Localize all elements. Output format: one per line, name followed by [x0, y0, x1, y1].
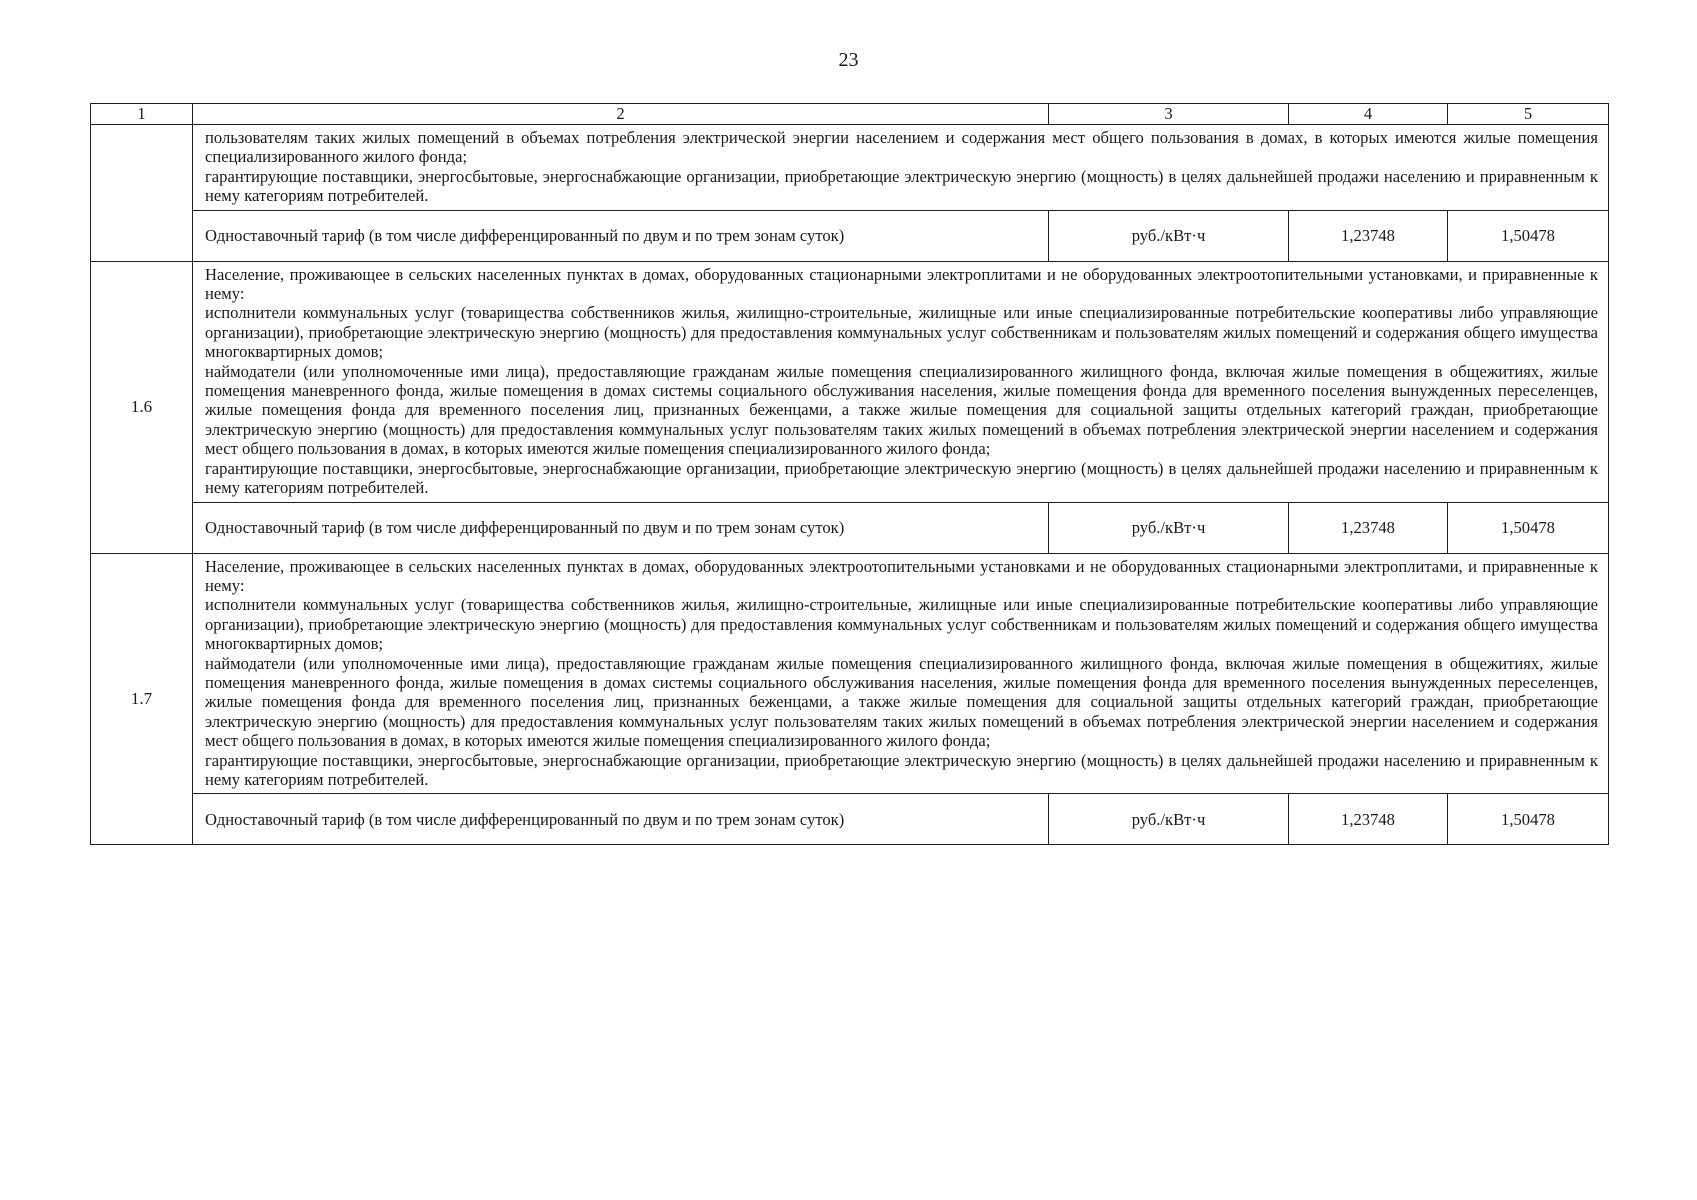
row-number: 1.6 — [91, 261, 193, 553]
tariff-value-1: 1,23748 — [1289, 794, 1448, 845]
tariff-value-1: 1,23748 — [1289, 502, 1448, 553]
column-header: 3 — [1049, 104, 1289, 125]
row-number-cell — [91, 125, 193, 262]
tariff-value-1: 1,23748 — [1289, 210, 1448, 261]
description-paragraph: гарантирующие поставщики, энергосбытовые, энергоснабжающие организации, приобретающие электрическую энергию (мощность) в целях дальнейшей продажи населению и приравненным к нему категориям потребителей. — [205, 166, 1598, 206]
tariff-label: Одноставочный тариф (в том числе дифференцированный по двум и по трем зонам суток) — [193, 794, 1049, 845]
tariff-row — [91, 210, 1609, 261]
table-row — [91, 261, 1609, 502]
tariff-value-2: 1,50478 — [1448, 210, 1609, 261]
tariff-unit: руб./кВт·ч — [1049, 502, 1289, 553]
description-paragraph: гарантирующие поставщики, энергосбытовые, энергоснабжающие организации, приобретающие электрическую энергию (мощность) в целях дальнейшей продажи населению и приравненным к нему категориям потребителей. — [205, 750, 1598, 789]
table-row — [91, 553, 1609, 794]
row-number: 1.7 — [91, 553, 193, 845]
tariff-unit: руб./кВт·ч — [1049, 210, 1289, 261]
description-paragraph: исполнители коммунальных услуг (товарищества собственников жилья, жилищно-строительные, жилищные или иные специализированные потребительские кооперативы либо управляющие организации), приобретающие электрическую энергию (мощность) для предоставления коммунальных услуг собственникам и пользователям жилых помещений и содержания общего имущества многоквартирных домов; — [205, 595, 1598, 654]
column-header: 5 — [1448, 104, 1609, 125]
row-description — [193, 125, 1609, 211]
table-header-row — [91, 104, 1609, 125]
description-paragraph: пользователям таких жилых помещений в объемах потребления электрической энергии населением и содержания мест общего пользования в домах, в которых имеются жилые помещения специализированного жилого фонда; — [205, 128, 1598, 167]
tariff-table — [90, 103, 1609, 845]
column-header: 4 — [1289, 104, 1448, 125]
row-description — [193, 261, 1609, 502]
description-paragraph: Население, проживающее в сельских населенных пунктах в домах, оборудованных электроотопительными установками и не оборудованных стационарными электроплитами, и приравненные к нему: — [205, 556, 1598, 595]
tariff-row — [91, 794, 1609, 845]
description-paragraph: наймодатели (или уполномоченные ими лица), предоставляющие гражданам жилые помещения специализированного жилищного фонда, включая жилые помещения в общежитиях, жилые помещения маневренного фонда, жилые помещения в домах системы социального обслуживания населения, жилые помещения фонда для временного поселения вынужденных переселенцев, жилые помещения фонда для временного поселения лиц, признанных беженцами, а также жилые помещения для социальной защиты отдельных категорий граждан, приобретающие электрическую энергию (мощность) для предоставления коммунальных услуг пользователям таких жилых помещений в объемах потребления электрической энергии населением и содержания мест общего пользования в домах, в которых имеются жилые помещения специализированного жилого фонда; — [205, 653, 1598, 751]
tariff-value-2: 1,50478 — [1448, 502, 1609, 553]
tariff-value-2: 1,50478 — [1448, 794, 1609, 845]
page-number: 23 — [838, 49, 859, 71]
table-row — [91, 125, 1609, 211]
column-header: 2 — [193, 104, 1049, 125]
tariff-unit: руб./кВт·ч — [1049, 794, 1289, 845]
description-paragraph: наймодатели (или уполномоченные ими лица), предоставляющие гражданам жилые помещения специализированного жилищного фонда, включая жилые помещения в общежитиях, жилые помещения маневренного фонда, жилые помещения в домах системы социального обслуживания населения, жилые помещения фонда для временного поселения вынужденных переселенцев, жилые помещения фонда для временного поселения лиц, признанных беженцами, а также жилые помещения для социальной защиты отдельных категорий граждан, приобретающие электрическую энергию (мощность) для предоставления коммунальных услуг пользователям таких жилых помещений в объемах потребления электрической энергии населением и содержания мест общего пользования в домах, в которых имеются жилые помещения специализированного жилого фонда; — [205, 361, 1598, 459]
tariff-label: Одноставочный тариф (в том числе дифференцированный по двум и по трем зонам суток) — [193, 210, 1049, 261]
row-description — [193, 553, 1609, 794]
tariff-label: Одноставочный тариф (в том числе дифференцированный по двум и по трем зонам суток) — [193, 502, 1049, 553]
column-header: 1 — [91, 104, 193, 125]
tariff-row — [91, 502, 1609, 553]
description-paragraph: гарантирующие поставщики, энергосбытовые, энергоснабжающие организации, приобретающие электрическую энергию (мощность) в целях дальнейшей продажи населению и приравненным к нему категориям потребителей. — [205, 458, 1598, 498]
description-paragraph: исполнители коммунальных услуг (товарищества собственников жилья, жилищно-строительные, жилищные или иные специализированные потребительские кооперативы либо управляющие организации), приобретающие электрическую энергию (мощность) для предоставления коммунальных услуг собственникам и пользователям жилых помещений и содержания общего имущества многоквартирных домов; — [205, 303, 1598, 362]
description-paragraph: Население, проживающее в сельских населенных пунктах в домах, оборудованных стационарными электроплитами и не оборудованных электроотопительными установками, и приравненные к нему: — [205, 264, 1598, 304]
